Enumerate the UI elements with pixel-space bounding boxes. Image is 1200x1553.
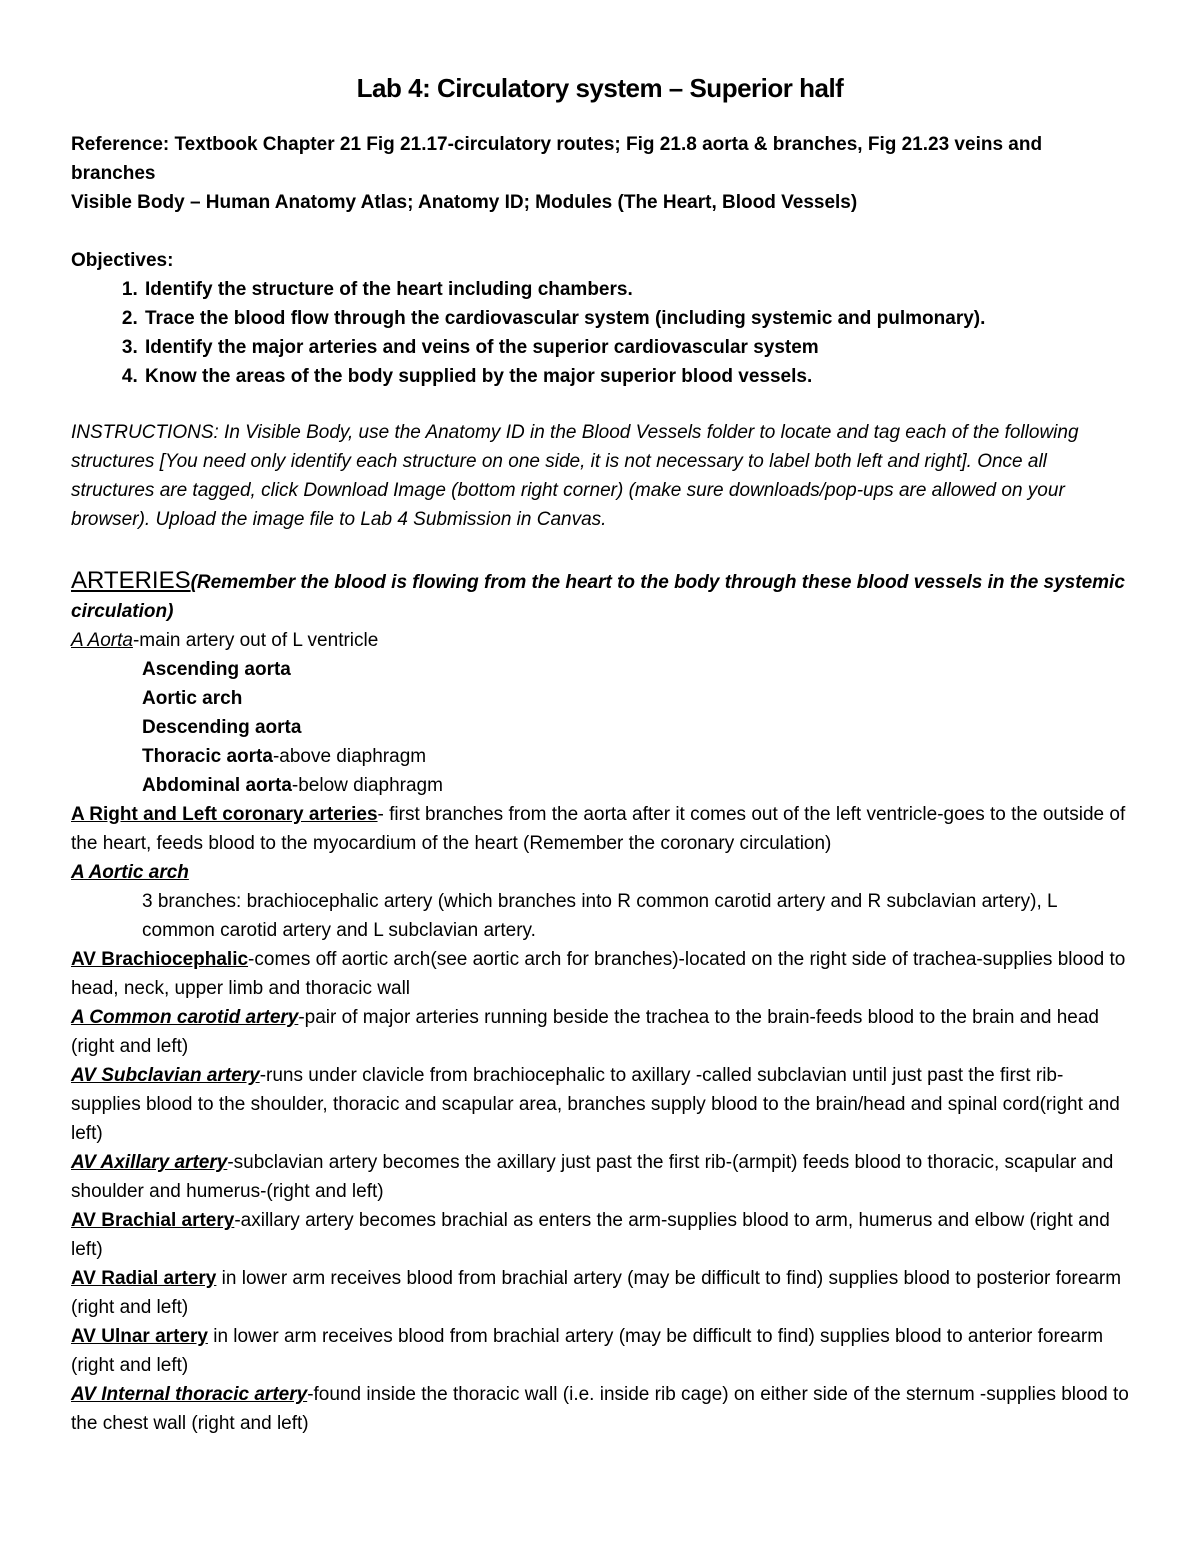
entry-desc: -found inside the thoracic wall (i.e. inside rib cage) on either side of the sternum -supplies blood to the chest wall (right and left): [71, 1384, 1129, 1434]
objectives-list: [71, 275, 1131, 391]
entry-desc: - first branches from the aorta after it comes out of the left ventricle-goes to the outside of the heart, feeds blood to the myocardium of the heart (Remember the coronary circulation): [71, 804, 1126, 854]
entry-desc: -pair of major arteries running beside the trachea to the brain-feeds blood to the brain and head (right and left): [71, 1007, 1099, 1057]
arteries-heading-note: (Remember the blood is flowing from the heart to the body through these blood vessels in the systemic circulation): [71, 572, 1125, 622]
entry-term: AV Radial artery: [71, 1268, 217, 1289]
entry-aorta: [71, 626, 1131, 655]
reference-section: [71, 130, 1131, 217]
entry-desc: -axillary artery becomes brachial as enters the arm-supplies blood to arm, humerus and elbow (right and left): [71, 1210, 1110, 1260]
entry-desc: in lower arm receives blood from brachial artery (may be difficult to find) supplies blood to anterior forearm (right and left): [71, 1326, 1104, 1376]
objective-item: 3. Identify the major arteries and veins of the superior cardiovascular system: [143, 333, 1131, 362]
arteries-heading-line: [71, 566, 1131, 626]
page-title: Lab 4: Circulatory system – Superior half: [356, 73, 844, 103]
entry-term: AV Subclavian artery: [71, 1065, 260, 1086]
entry-axillary: [71, 1148, 1131, 1206]
reference-line-textbook: Reference: Textbook Chapter 21 Fig 21.17-circulatory routes; Fig 21.8 aorta & branches, Fig 21.23 veins and branches: [71, 134, 1043, 184]
aorta-subpart: [71, 713, 1131, 742]
subpart-name: Abdominal aorta: [142, 775, 292, 796]
entry-term: AV Brachial artery: [71, 1210, 235, 1231]
entry-ulnar: [71, 1322, 1131, 1380]
entry-term: AV Internal thoracic artery: [71, 1384, 308, 1405]
entry-aortic-arch: [71, 858, 1131, 887]
entry-subclavian: [71, 1061, 1131, 1148]
entry-desc: -runs under clavicle from brachiocephalic to axillary -called subclavian until just past the first rib-supplies blood to the shoulder, thoracic and scapular area, branches supply blood to the brain/head and spinal cord(right and left): [71, 1065, 1120, 1144]
objective-item: 2. Trace the blood flow through the cardiovascular system (including systemic and pulmonary).: [143, 304, 1131, 333]
entry-term: A Right and Left coronary arteries: [71, 804, 378, 825]
objectives-section: [71, 246, 1131, 391]
subpart-name: Thoracic aorta: [142, 746, 273, 767]
entry-term: A Common carotid artery: [71, 1007, 299, 1028]
entry-term: A Aorta: [71, 630, 133, 651]
aorta-subpart: [71, 655, 1131, 684]
entry-brachiocephalic: [71, 945, 1131, 1003]
instructions-paragraph: INSTRUCTIONS: In Visible Body, use the Anatomy ID in the Blood Vessels folder to locate and tag each of the following structures [You need only identify each structure on one side, it is not necessary to label both left and right]. Once all structures are tagged, click Download Image (bottom right corner) (make sure downloads/pop-ups are allowed on your browser). Upload the image file to Lab 4 Submission in Canvas.: [71, 422, 1079, 530]
arteries-heading: ARTERIES: [71, 567, 191, 594]
subpart-name: Aortic arch: [142, 688, 243, 709]
subpart-name: Ascending aorta: [142, 659, 291, 680]
objective-item: 1. Identify the structure of the heart including chambers.: [143, 275, 1131, 304]
subpart-name: Descending aorta: [142, 717, 302, 738]
arteries-section: [71, 566, 1131, 1438]
entry-internal-thoracic: [71, 1380, 1131, 1438]
entry-coronary-arteries: [71, 800, 1131, 858]
entry-term: AV Ulnar artery: [71, 1326, 208, 1347]
entry-term: AV Brachiocephalic: [71, 949, 249, 970]
aortic-arch-branches: 3 branches: brachiocephalic artery (which branches into R common carotid artery and R subclavian artery), L common carotid artery and L subclavian artery.: [142, 891, 1057, 941]
aorta-subpart: [71, 742, 1131, 771]
entry-brachial: [71, 1206, 1131, 1264]
entry-desc: -subclavian artery becomes the axillary just past the first rib-(armpit) feeds blood to thoracic, scapular and shoulder and humerus-(right and left): [71, 1152, 1114, 1202]
reference-line-visible-body: Visible Body – Human Anatomy Atlas; Anatomy ID; Modules (The Heart, Blood Vessels): [71, 192, 858, 213]
entry-term: A Aortic arch: [71, 862, 189, 883]
aorta-subpart: [71, 771, 1131, 800]
subpart-desc: -above diaphragm: [272, 746, 427, 767]
objective-item: 4. Know the areas of the body supplied by the major superior blood vessels.: [143, 362, 1131, 391]
subpart-desc: -below diaphragm: [291, 775, 443, 796]
entry-radial: [71, 1264, 1131, 1322]
entry-desc: -main artery out of L ventricle: [132, 630, 379, 651]
aorta-subpart: [71, 684, 1131, 713]
objectives-heading: Objectives:: [71, 250, 174, 271]
entry-desc: -comes off aortic arch(see aortic arch for branches)-located on the right side of trachea-supplies blood to head, neck, upper limb and thoracic wall: [71, 949, 1126, 999]
entry-common-carotid: [71, 1003, 1131, 1061]
entry-term: AV Axillary artery: [71, 1152, 228, 1173]
entry-desc: in lower arm receives blood from brachial artery (may be difficult to find) supplies blood to posterior forearm (right and left): [71, 1268, 1122, 1318]
